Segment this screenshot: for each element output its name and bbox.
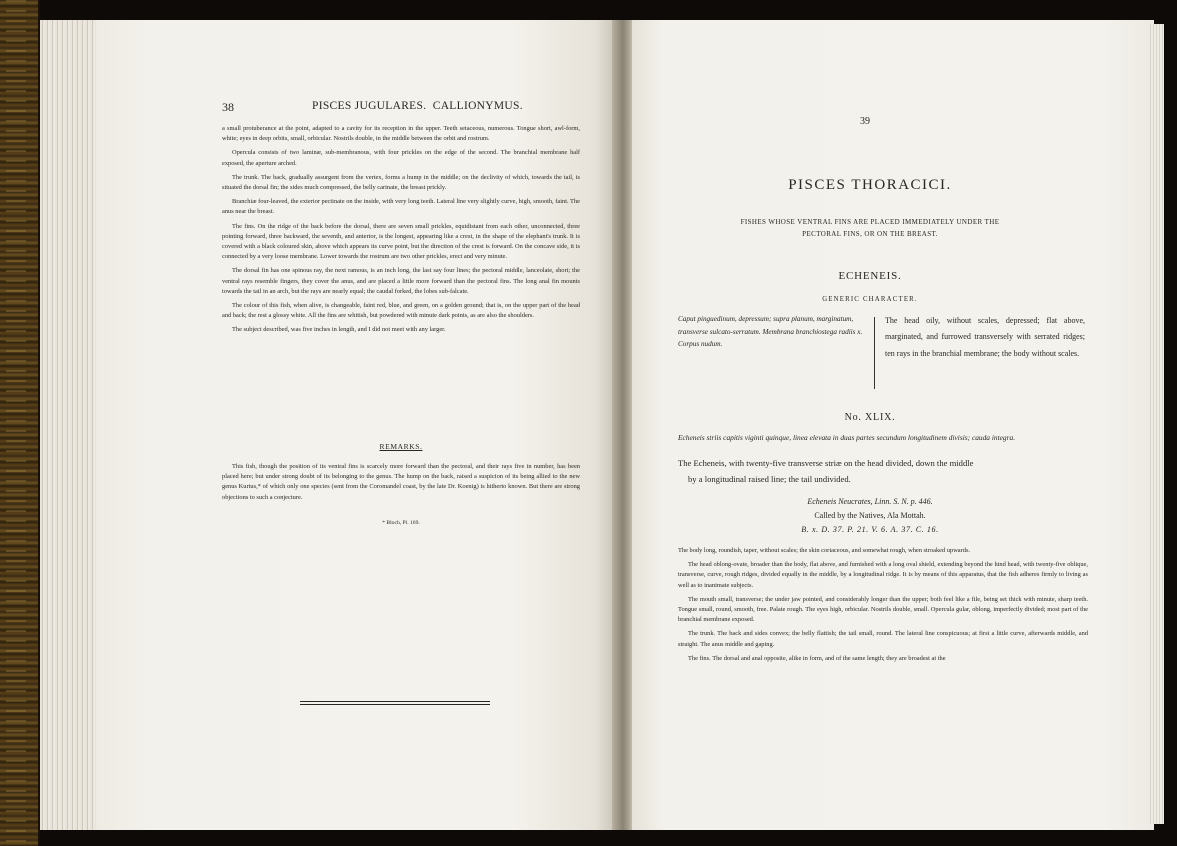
left-paragraph: Opercula consists of two laminæ, sub-membranous, with four prickles on the edge of the second. The branchial membrane half exposed, the aperture arched. <box>222 149 580 167</box>
left-page-rule <box>300 701 490 702</box>
page-stack-edges <box>40 20 100 830</box>
english-species-line2: by a longitudinal raised line; the tail undivided. <box>688 474 851 484</box>
genus-heading: ECHENEIS. <box>838 270 902 282</box>
latin-species-description: Echeneis striis capitis viginti quinque, linea elevata in duas partes secundum longitudinem divisis; cauda integra. <box>678 433 1016 442</box>
section-subtitle-line1: FISHES WHOSE VENTRAL FINS ARE PLACED IMMEDIATELY UNDER THE <box>740 218 1000 226</box>
left-paragraph: The subject described, was five inches in length, and I did not meet with any larger. <box>232 326 446 334</box>
footnote: * Bloch, Pl. 169. <box>382 520 420 526</box>
right-body-text <box>678 546 1088 668</box>
character-divider <box>874 317 875 389</box>
right-page <box>632 20 1154 830</box>
species-number: No. XLIX. <box>844 412 896 423</box>
left-paragraph: a small protuberance at the point, adapted to a cavity for its reception in the upper. Teeth setaceous, numerous. Tongue short, awl-form, white; eyes in deep orbits, small, orbicular. Nostrils double, in the middle between the orbit and rostrum. <box>222 125 580 143</box>
right-paragraph: The head oblong-ovate, broader than the body, flat above, and furnished with a long oval shield, extending beyond the hind head, with twenty-five oblique, transverse, curve, rough ridges, divided equally in the middle, by a longitudinal ridge. It is by means of this apparatus, that the fish adheres firmly to living as well as to inanimate subjects. <box>678 561 1088 589</box>
gilt-binding-edge <box>0 0 40 846</box>
remarks-text: This fish, though the position of its ventral fins is scarcely more forward than the pectoral, and their rays five in number, has been placed here; but under strong doubt of its belonging to the genus. The hump on the back, raised a suspicion of its being allied to the new genus Kurtus,* of which only one species (sent from the Coromandel coast, by the late Dr. Koenig) is hitherto known. But there are strong objections to such a conjecture. <box>222 463 580 501</box>
right-paragraph: The body long, roundish, taper, without scales; the skin coriaceous, and somewhat rough, when stroaked upwards. <box>678 547 971 554</box>
native-name: Called by the Natives, Ala Mottah. <box>814 511 926 520</box>
left-page-rule-2 <box>300 704 490 705</box>
fin-formula: B. x. D. 37. P. 21. V. 6. A. 37. C. 16. <box>801 525 939 534</box>
right-paragraph: The mouth small, transverse; the under jaw pointed, and considerably longer than the upper; both feel like a file, being set thick with minute, sharp teeth. Tongue small, round, smooth, free. Palate rough. The eyes high, orbicular. Nostrils double, small. Opercula gular, oblong, imperfectly divided; most part of the branchial membrane exposed. <box>678 595 1088 624</box>
right-paragraph: The fins. The dorsal and anal opposite, alike in form, and of the same length; they are broadest at the <box>688 654 946 662</box>
right-page-stack-edges <box>1150 24 1164 824</box>
remarks-heading: REMARKS. <box>379 442 423 451</box>
right-paragraph: The trunk. The back and sides convex; the belly flattish; the tail small, round. The lateral line conspicuous; at first a little curve, afterwards middle, and straight. The anus middle and gaping. <box>678 630 1088 648</box>
left-page-number: 38 <box>222 100 234 114</box>
section-title: PISCES THORACICI. <box>788 177 952 193</box>
section-subtitle-line2: PECTORAL FINS, OR ON THE BREAST. <box>802 230 938 238</box>
left-paragraph: The fins. On the ridge of the back before the dorsal, there are seven small prickles, equidistant from each other, unconnected, three pointing forward, three backward, the seventh, and anterior, is the longest, appearing like a crest, in the shape of the elephant's trunk. It is covered with a black coloured skin, above which appears its curve point, but the direction of the crest is forward. On the concave side, it is connected by a very loose membrane. Lower towards the rostrum are two other prickles, erect and very minute. <box>222 222 580 261</box>
left-paragraph: Branchiæ four-leaved, the exterior pectinate on the inside, with very long teeth. Lateral line very slightly curve, high, smooth, faint. The anus near the breast. <box>222 198 580 216</box>
linnaean-synonym: Echeneis Neucrates, Linn. S. N. p. 446. <box>807 497 933 506</box>
generic-character-label: GENERIC CHARACTER. <box>822 296 918 303</box>
left-paragraph: The dorsal fin has one spinous ray, the next ramous, is an inch long, the last say four lines; the pectoral middle, lanceolate, short; the ventral rays resemble fingers, they cover the anus, and are placed a little more forward than the pectoral fins. The long anal fin mounts towards the tail in an arch, but the rays are nearly equal; the caudal forked, the lobes sub-falcate. <box>222 267 580 295</box>
left-paragraph: The colour of this fish, when alive, is changeable, faint red, blue, and green, on a golden ground; that is, on the upper part of the head and back; the rest a glossy white. All the fins are whitish, but powdered with minute dark points, as are also the shoulders. <box>222 302 580 320</box>
right-page-number: 39 <box>860 116 870 127</box>
latin-generic-character: Caput pinguedinum, depressum; supra planum, marginatum, transverse sulcato-serratum. Membrana branchiostega radiis x. Corpus nudum. <box>678 315 863 349</box>
english-generic-character: The head oily, without scales, depressed; flat above, marginated, and furrowed transversely with serrated ridges; ten rays in the branchial membrane; the body without scales. <box>885 316 1085 358</box>
left-paragraph: The trunk. The back, gradually assurgent from the vertex, forms a hump in the middle; on the declivity of which, towards the tail, is situated the dorsal fin; the sides much compressed, the belly carinate, the breast prickly. <box>222 173 580 192</box>
english-species-line1: The Echeneis, with twenty-five transverse striæ on the head divided, down the middle <box>678 458 974 468</box>
left-body-text <box>222 124 580 340</box>
left-running-head: PISCES JUGULARES. CALLIONYMUS. <box>312 100 523 112</box>
